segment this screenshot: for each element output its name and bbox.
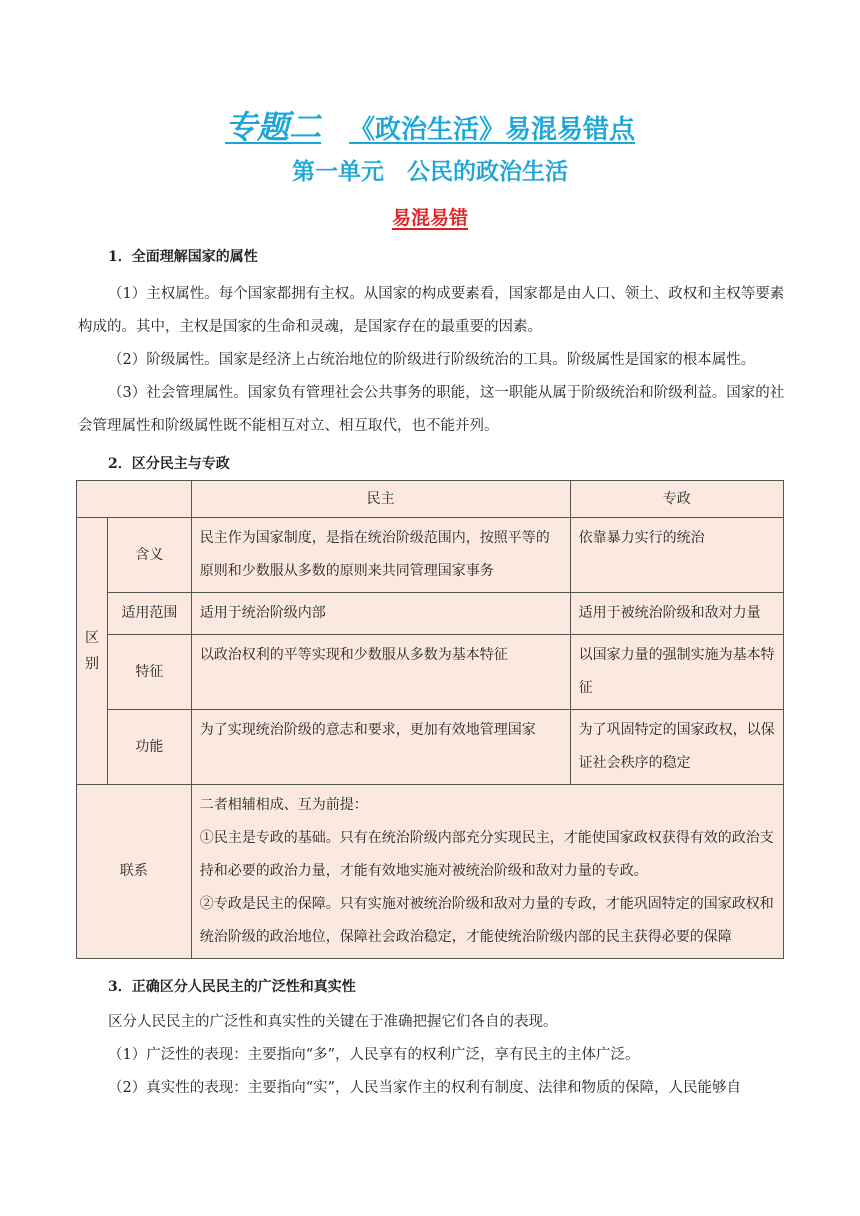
cell-minzhu: 为了实现统治阶级的意志和要求，更加有效地管理国家 — [191, 710, 570, 785]
cell-zhuanzheng: 以国家力量的强制实施为基本特征 — [570, 635, 783, 710]
cell-zhuanzheng: 适用于被统治阶级和敌对力量 — [570, 593, 783, 635]
heading-2: 2．区分民主与专政 — [108, 456, 230, 472]
heading-3: 3．正确区分人民民主的广泛性和真实性 — [108, 979, 356, 995]
cell-lianxi — [191, 785, 783, 959]
header-zhuanzheng: 专政 — [570, 481, 783, 518]
doc-title-part1: 专题二 — [224, 108, 321, 146]
row-label: 功能 — [107, 710, 191, 785]
paragraph-sovereignty: （1）主权属性。每个国家都拥有主权。从国家的构成要素看，国家都是由人口、领土、政权和主权等要素构成的。其中，主权是国家的生命和灵魂，是国家存在的最重要的因素。 — [78, 286, 785, 335]
doc-subtitle: 第一单元 公民的政治生活 — [292, 159, 568, 185]
heading-1: 1．全面理解国家的属性 — [108, 249, 258, 265]
democracy-dictatorship-table — [76, 480, 784, 959]
row-label: 适用范围 — [107, 593, 191, 635]
cell-minzhu: 民主作为国家制度，是指在统治阶级范围内，按照平等的原则和少数服从多数的原则来共同管理国家事务 — [191, 518, 570, 593]
paragraph-intro: 区分人民民主的广泛性和真实性的关键在于准确把握它们各自的表现。 — [108, 1014, 558, 1030]
cell-zhuanzheng: 为了巩固特定的国家政权，以保证社会秩序的稳定 — [570, 710, 783, 785]
table-row — [77, 710, 784, 785]
doc-title — [0, 104, 860, 153]
row-label: 特征 — [107, 635, 191, 710]
table-row — [77, 635, 784, 710]
cell-zhuanzheng: 依靠暴力实行的统治 — [570, 518, 783, 593]
row-label: 含义 — [107, 518, 191, 593]
paragraph-management: （3）社会管理属性。国家负有管理社会公共事务的职能，这一职能从属于阶级统治和阶级利益。国家的社会管理属性和阶级属性既不能相互对立、相互取代，也不能并列。 — [78, 385, 785, 434]
paragraph-authenticity: （2）真实性的表现：主要指向“实”，人民当家作主的权利有制度、法律和物质的保障，人民能够自 — [108, 1080, 742, 1096]
header-minzhu: 民主 — [191, 481, 570, 518]
table-row-lianxi — [77, 785, 784, 959]
table-header-row — [77, 481, 784, 518]
lianxi-line: ②专政是民主的保障。只有实施对被统治阶级和敌对力量的专政，才能巩固特定的国家政权和统治阶级的政治地位，保障社会政治稳定，才能使统治阶级内部的民主获得必要的保障 — [199, 896, 774, 945]
lianxi-line: 二者相辅相成、互为前提： — [199, 797, 368, 813]
table-row — [77, 593, 784, 635]
header-empty-cell — [77, 481, 192, 518]
paragraph-class: （2）阶级属性。国家是经济上占统治地位的阶级进行阶级统治的工具。阶级属性是国家的根本属性。 — [108, 352, 756, 368]
group-label-qubie: 区别 — [77, 518, 108, 785]
section-heading: 易混易错 — [391, 207, 468, 229]
doc-title-part2: 《政治生活》易混易错点 — [349, 115, 636, 145]
table-row — [77, 518, 784, 593]
row-label-lianxi: 联系 — [77, 785, 192, 959]
cell-minzhu: 适用于统治阶级内部 — [191, 593, 570, 635]
cell-minzhu: 以政治权利的平等实现和少数服从多数为基本特征 — [191, 635, 570, 710]
lianxi-line: ①民主是专政的基础。只有在统治阶级内部充分实现民主，才能使国家政权获得有效的政治支持和必要的政治力量，才能有效地实施对被统治阶级和敌对力量的专政。 — [199, 830, 774, 879]
paragraph-breadth: （1）广泛性的表现：主要指向“多”，人民享有的权利广泛，享有民主的主体广泛。 — [108, 1047, 640, 1063]
